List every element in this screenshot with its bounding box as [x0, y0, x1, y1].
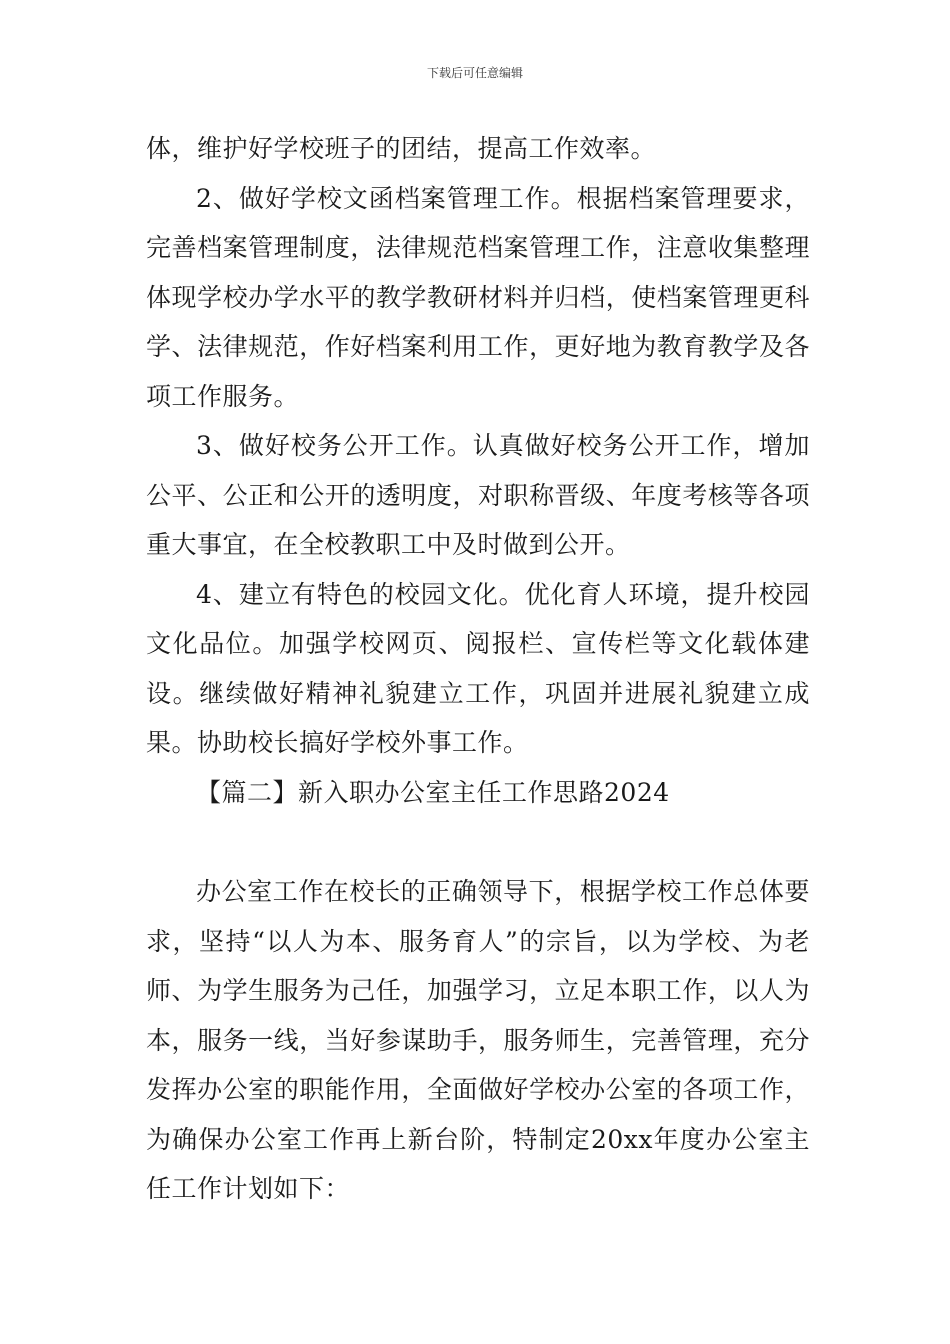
section-title: 【篇二】新入职办公室主任工作思路2024	[196, 777, 670, 807]
section-spacer	[146, 817, 810, 867]
paragraph-intro: 办公室工作在校长的正确领导下，根据学校工作总体要求，坚持“以人为本、服务育人”的宗旨，以为学校、为老师、为学生服务为己任，加强学习，立足本职工作，以人为本，服务一线，当好参谋助手，服务师生，完善管理，充分发挥办公室的职能作用，全面做好学校办公室的各项工作，为确保办公室工作再上新台阶，特制定20xx年度办公室主任工作计划如下：	[146, 877, 810, 1203]
paragraph-item-4: 4、建立有特色的校园文化。优化育人环境，提升校园文化品位。加强学校网页、阅报栏、宣传栏等文化载体建设。继续做好精神礼貌建立工作，巩固并进展礼貌建立成果。协助校长搞好学校外事工作。	[146, 579, 810, 757]
page-header-note: 下载后可任意编辑	[426, 66, 523, 80]
paragraph-item-2: 2、做好学校文函档案管理工作。根据档案管理要求，完善档案管理制度，法律规范档案管理工作，注意收集整理体现学校办学水平的教学教研材料并归档，使档案管理更科学、法律规范，作好档案利用工作，更好地为教育教学及各项工作服务。	[146, 183, 810, 411]
document-body	[146, 124, 810, 1214]
paragraph-item-3: 3、做好校务公开工作。认真做好校务公开工作，增加公平、公正和公开的透明度，对职称晋级、年度考核等各项重大事宜，在全校教职工中及时做到公开。	[146, 431, 810, 559]
paragraph-continuation: 体，维护好学校班子的团结，提高工作效率。	[146, 134, 657, 163]
